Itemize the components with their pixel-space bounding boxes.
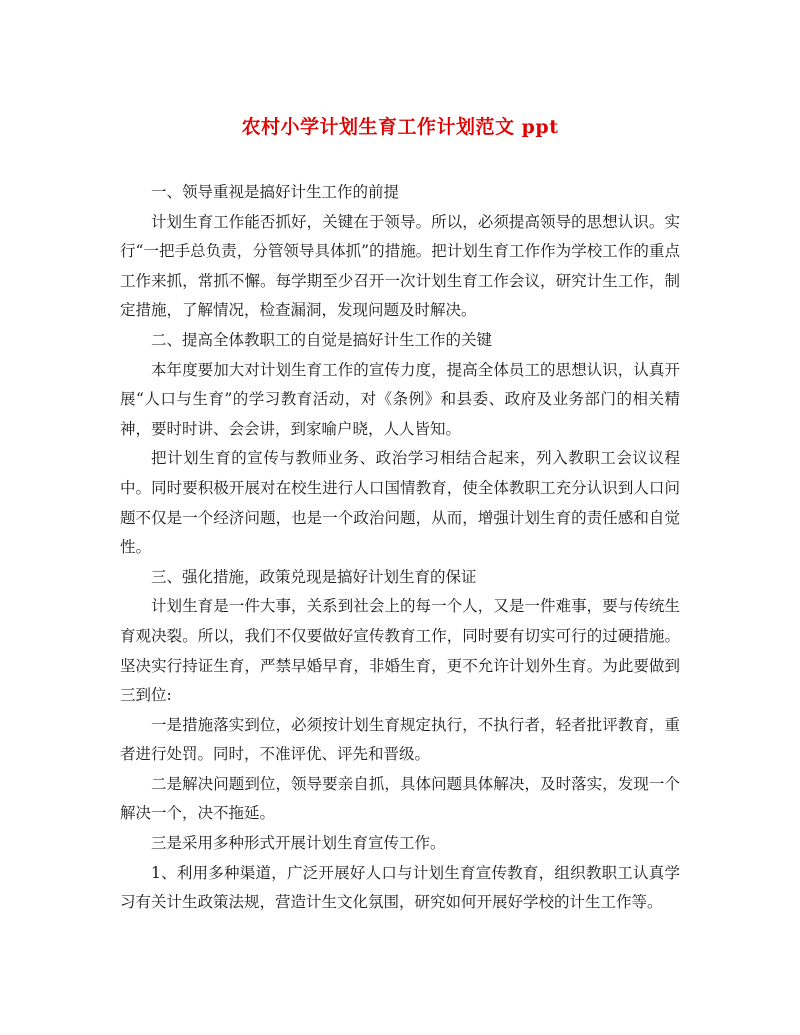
paragraph: 把计划生育的宣传与教师业务、政治学习相结合起来，列入教职工会议议程中。同时要积极开展对在校生进行人口国情教育，使全体教职工充分认识到人口问题不仅是一个经济问题，也是一个政治问题，从而，增强计划生育的责任感和自觉性。 bbox=[120, 449, 680, 557]
document-title: 农村小学计划生育工作计划范文 ppt bbox=[241, 116, 559, 138]
paragraph: 二是解决问题到位，领导要亲自抓，具体问题具体解决，及时落实，发现一个解决一个，决不拖延。 bbox=[120, 774, 680, 823]
section-heading-1: 一、领导重视是搞好计生工作的前提 bbox=[151, 183, 400, 201]
paragraph: 三是采用多种形式开展计划生育宣传工作。 bbox=[151, 834, 446, 853]
paragraph: 计划生育工作能否抓好，关键在于领导。所以，必须提高领导的思想认识。实行“一把手总负责，分管领导具体抓”的措施。把计划生育工作作为学校工作的重点工作来抓，常抓不懈。每学期至少召开一次计划生育工作会议，研究计生工作，制定措施，了解情况，检查漏洞，发现问题及时解决。 bbox=[120, 212, 680, 320]
section-heading-3: 三、强化措施，政策兑现是搞好计划生育的保证 bbox=[151, 567, 477, 586]
section-heading-2: 二、提高全体教职工的自觉是搞好计生工作的关键 bbox=[151, 330, 493, 349]
paragraph: 本年度要加大对计划生育工作的宣传力度，提高全体员工的思想认识，认真开展“人口与生育”的学习教育活动，对《条例》和县委、政府及业务部门的相关精神，要时时讲、会会讲，到家喻户晓，人人皆知。 bbox=[120, 360, 680, 438]
paragraph: 一是措施落实到位，必须按计划生育规定执行，不执行者，轻者批评教育，重者进行处罚。同时，不准评优、评先和晋级。 bbox=[120, 715, 680, 764]
paragraph: 1、利用多种渠道，广泛开展好人口与计划生育宣传教育，组织教职工认真学习有关计生政策法规，营造计生文化氛围，研究如何开展好学校的计生工作等。 bbox=[120, 863, 680, 912]
document-body bbox=[120, 178, 680, 918]
paragraph: 计划生育是一件大事，关系到社会上的每一个人，又是一件难事，要与传统生育观决裂。所以，我们不仅要做好宣传教育工作，同时要有切实可行的过硬措施。坚决实行持证生育，严禁早婚早育，非婚生育，更不允许计划外生育。为此要做到三到位: bbox=[120, 597, 680, 705]
